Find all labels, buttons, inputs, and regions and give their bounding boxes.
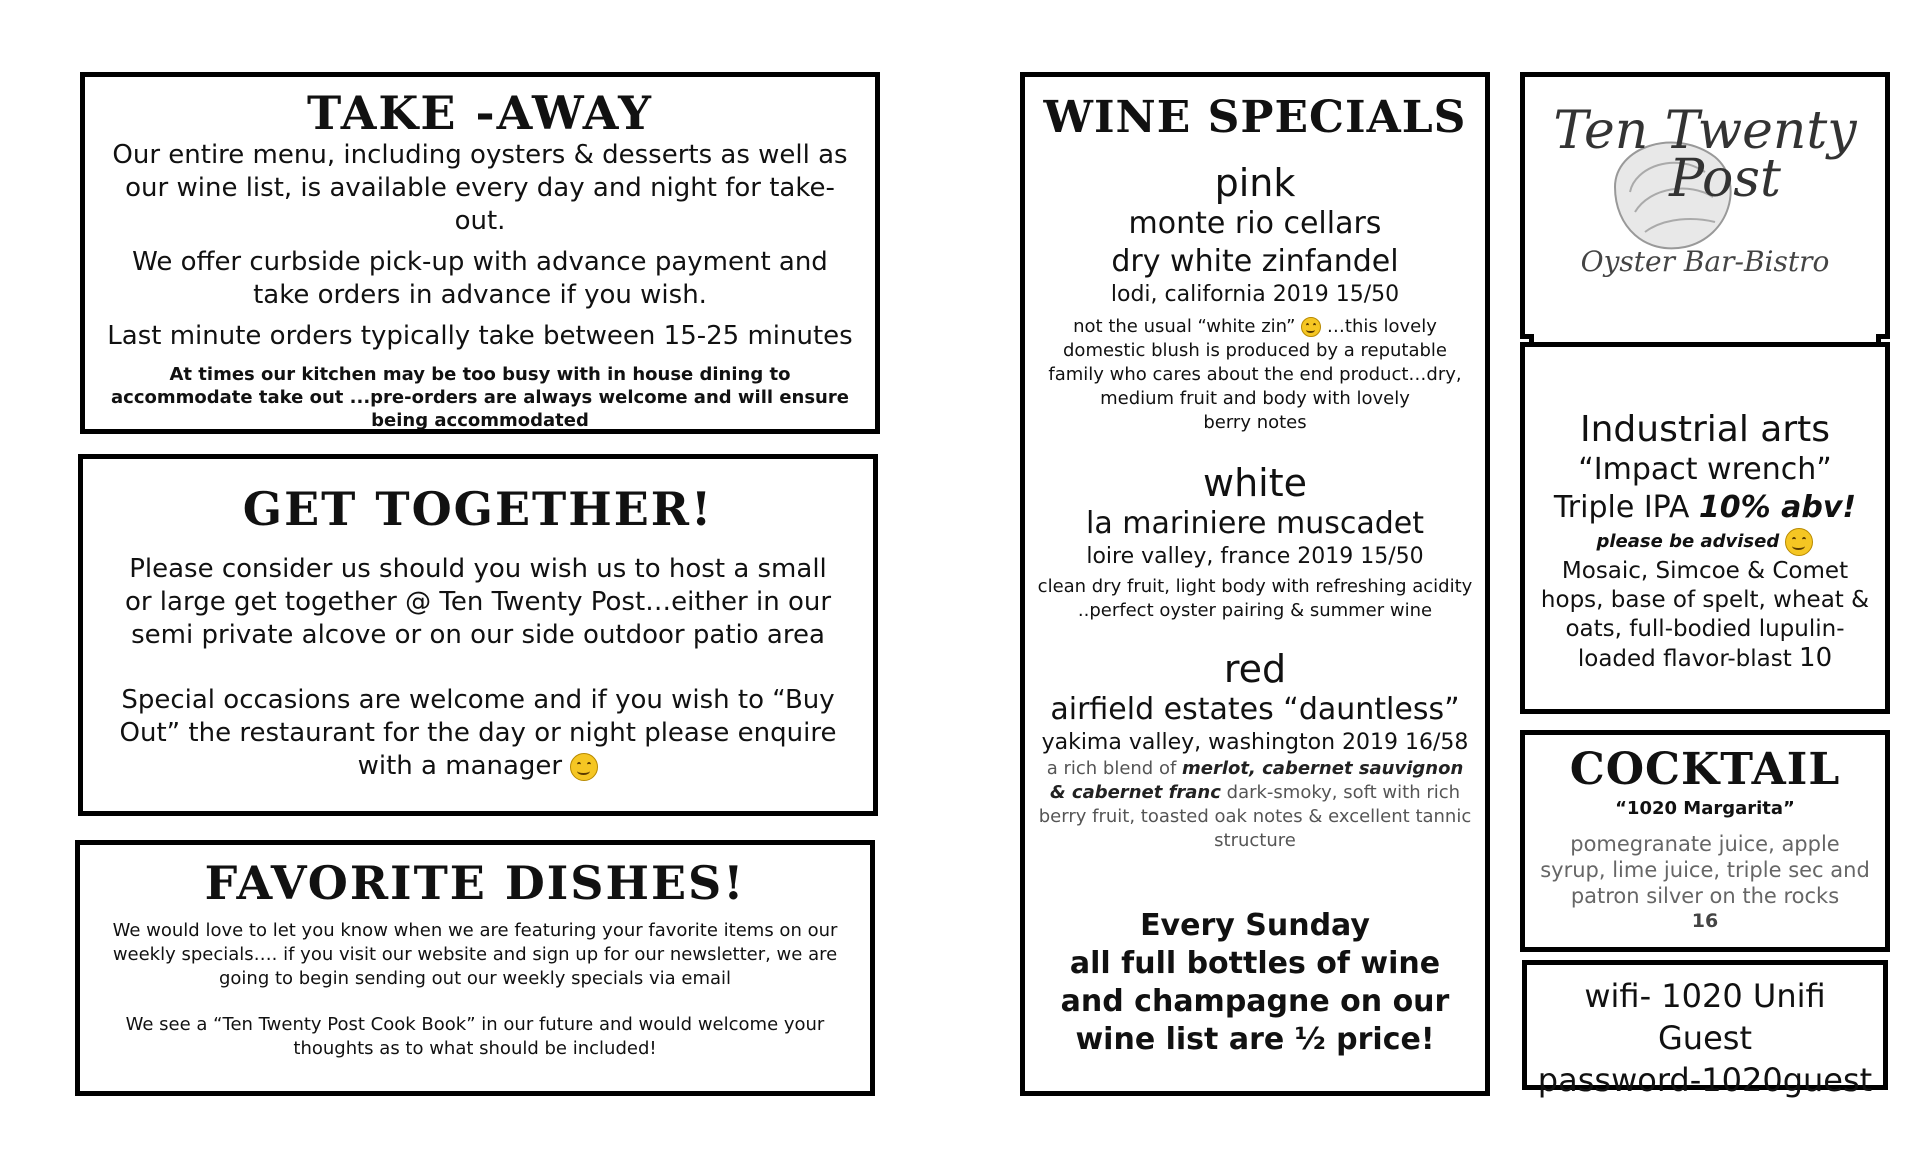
logo-name-line-2: Post: [1669, 149, 1781, 209]
wine-pink-note-b: …this lovely domestic blush is produced by a reputable family who cares about the end product…dry, medium fruit and body with lovely: [1048, 316, 1462, 409]
beer-abv: 10% abv!: [1698, 490, 1857, 525]
wine-red-note-b: merlot, cabernet sauvignon & cabernet franc: [1049, 758, 1464, 803]
logo-wordmark: [1525, 101, 1885, 209]
beer-description: [1539, 557, 1871, 674]
wine-pink-note-c: berry notes: [1203, 412, 1307, 433]
takeaway-text-1: Our entire menu, including oysters & desserts as well as our wine list, is available every day and night for take-out.: [112, 140, 848, 236]
wifi-network: wifi- 1020 Unifi Guest: [1584, 977, 1826, 1057]
sunday-special-text: all full bottles of wine and champagne on our wine list are ½ price!: [1060, 946, 1450, 1057]
get-together-text-2: [113, 684, 843, 783]
favorite-dishes-panel: [75, 840, 875, 1096]
wine-red-section: [1037, 647, 1473, 853]
wine-white-region: loire valley, france 2019 15/50: [1086, 544, 1424, 569]
wine-pink-section: [1037, 161, 1473, 435]
beer-advisory: [1539, 527, 1871, 557]
beer-name: “Impact wrench”: [1578, 452, 1832, 487]
logo-name-line-1: Ten Twenty: [1553, 101, 1857, 161]
wine-red-name: airfield estates “dauntless”: [1050, 692, 1460, 727]
beer-special-panel: [1520, 342, 1890, 714]
favorite-dishes-text-2: We see a “Ten Twenty Post Cook Book” in our future and would welcome your thoughts as to what should be included!: [125, 1014, 825, 1059]
wifi-password: password-1020guest: [1537, 1061, 1873, 1099]
cocktail-name: “1020 Margarita”: [1615, 798, 1795, 819]
beer-description-text: Mosaic, Simcoe & Comet hops, base of spelt, wheat & oats, full-bodied lupulin-loaded flavor-blast: [1540, 558, 1870, 672]
wine-specials-title: WINE SPECIALS: [1043, 92, 1467, 143]
takeaway-text-2: We offer curbside pick-up with advance payment and take orders in advance if you wish.: [132, 247, 828, 310]
smile-emoji-icon: [1301, 317, 1321, 337]
takeaway-title: TAKE -AWAY: [307, 86, 653, 140]
smile-emoji-icon: [570, 753, 598, 781]
get-together-text-1: Please consider us should you wish us to host a small or large get together @ Ten Twenty Post…either in our semi private alcove or on our side outdoor patio area: [124, 554, 832, 650]
wifi-panel: [1522, 960, 1888, 1099]
wine-pink-producer: monte rio cellars: [1128, 206, 1382, 241]
wine-specials-panel: [1020, 72, 1490, 1096]
wine-red-category: red: [1223, 647, 1287, 691]
takeaway-panel: [80, 72, 880, 434]
beer-advisory-text: please be advised: [1596, 531, 1780, 552]
takeaway-text-3: Last minute orders typically take between 15-25 minutes: [107, 321, 853, 351]
wine-pink-region: lodi, california 2019 15/50: [1110, 282, 1400, 307]
get-together-panel: [78, 454, 878, 816]
cocktail-title: COCKTAIL: [1569, 744, 1841, 795]
get-together-text-2-body: Special occasions are welcome and if you wish to “Buy Out” the restaurant for the day or night please enquire with a manager: [119, 685, 837, 781]
beer-brewery: Industrial arts: [1579, 409, 1830, 450]
cocktail-price: 16: [1691, 910, 1719, 932]
cocktail-panel: [1520, 730, 1890, 952]
wine-red-note-c: dark-smoky, soft with rich berry fruit, toasted oak notes & excellent tannic structure: [1038, 782, 1472, 851]
cocktail-description: pomegranate juice, apple syrup, lime juice, triple sec and patron silver on the rocks: [1540, 832, 1870, 908]
beer-style: Triple IPA: [1553, 490, 1690, 525]
favorite-dishes-text-1: We would love to let you know when we are featuring your favorite items on our weekly specials…. if you visit our website and sign up for our newsletter, we are going to begin sending out our weekly specials via email: [112, 920, 838, 989]
wine-white-section: [1037, 461, 1473, 623]
logo-panel: [1520, 72, 1890, 334]
wine-white-name: la mariniere muscadet: [1085, 506, 1424, 541]
wine-pink-name: dry white zinfandel: [1111, 244, 1399, 279]
wine-pink-category: pink: [1214, 161, 1296, 205]
sunday-special: [1037, 907, 1473, 1059]
favorite-dishes-title: FAVORITE DISHES!: [204, 856, 746, 910]
wine-red-region: yakima valley, washington 2019 16/58: [1041, 730, 1469, 755]
wine-pink-note-a: not the usual “white zin”: [1073, 316, 1296, 337]
sunday-special-heading: Every Sunday: [1140, 908, 1370, 943]
takeaway-note: At times our kitchen may be too busy with in house dining to accommodate take out ...pre-orders are always welcome and will ensure being accommodated: [111, 364, 849, 431]
wine-red-note: [1037, 757, 1473, 853]
wine-white-category: white: [1203, 461, 1307, 505]
wine-white-note: clean dry fruit, light body with refreshing acidity ..perfect oyster pairing & summer wine: [1037, 576, 1473, 621]
smile-emoji-icon: [1785, 528, 1813, 556]
beer-price: 10: [1799, 643, 1833, 673]
get-together-title: GET TOGETHER!: [242, 482, 714, 536]
beer-style-line: [1539, 489, 1871, 527]
wine-pink-note: [1037, 315, 1473, 411]
wine-red-note-a: a rich blend of: [1046, 758, 1177, 779]
logo-subtitle: Oyster Bar-Bistro: [1580, 245, 1830, 278]
